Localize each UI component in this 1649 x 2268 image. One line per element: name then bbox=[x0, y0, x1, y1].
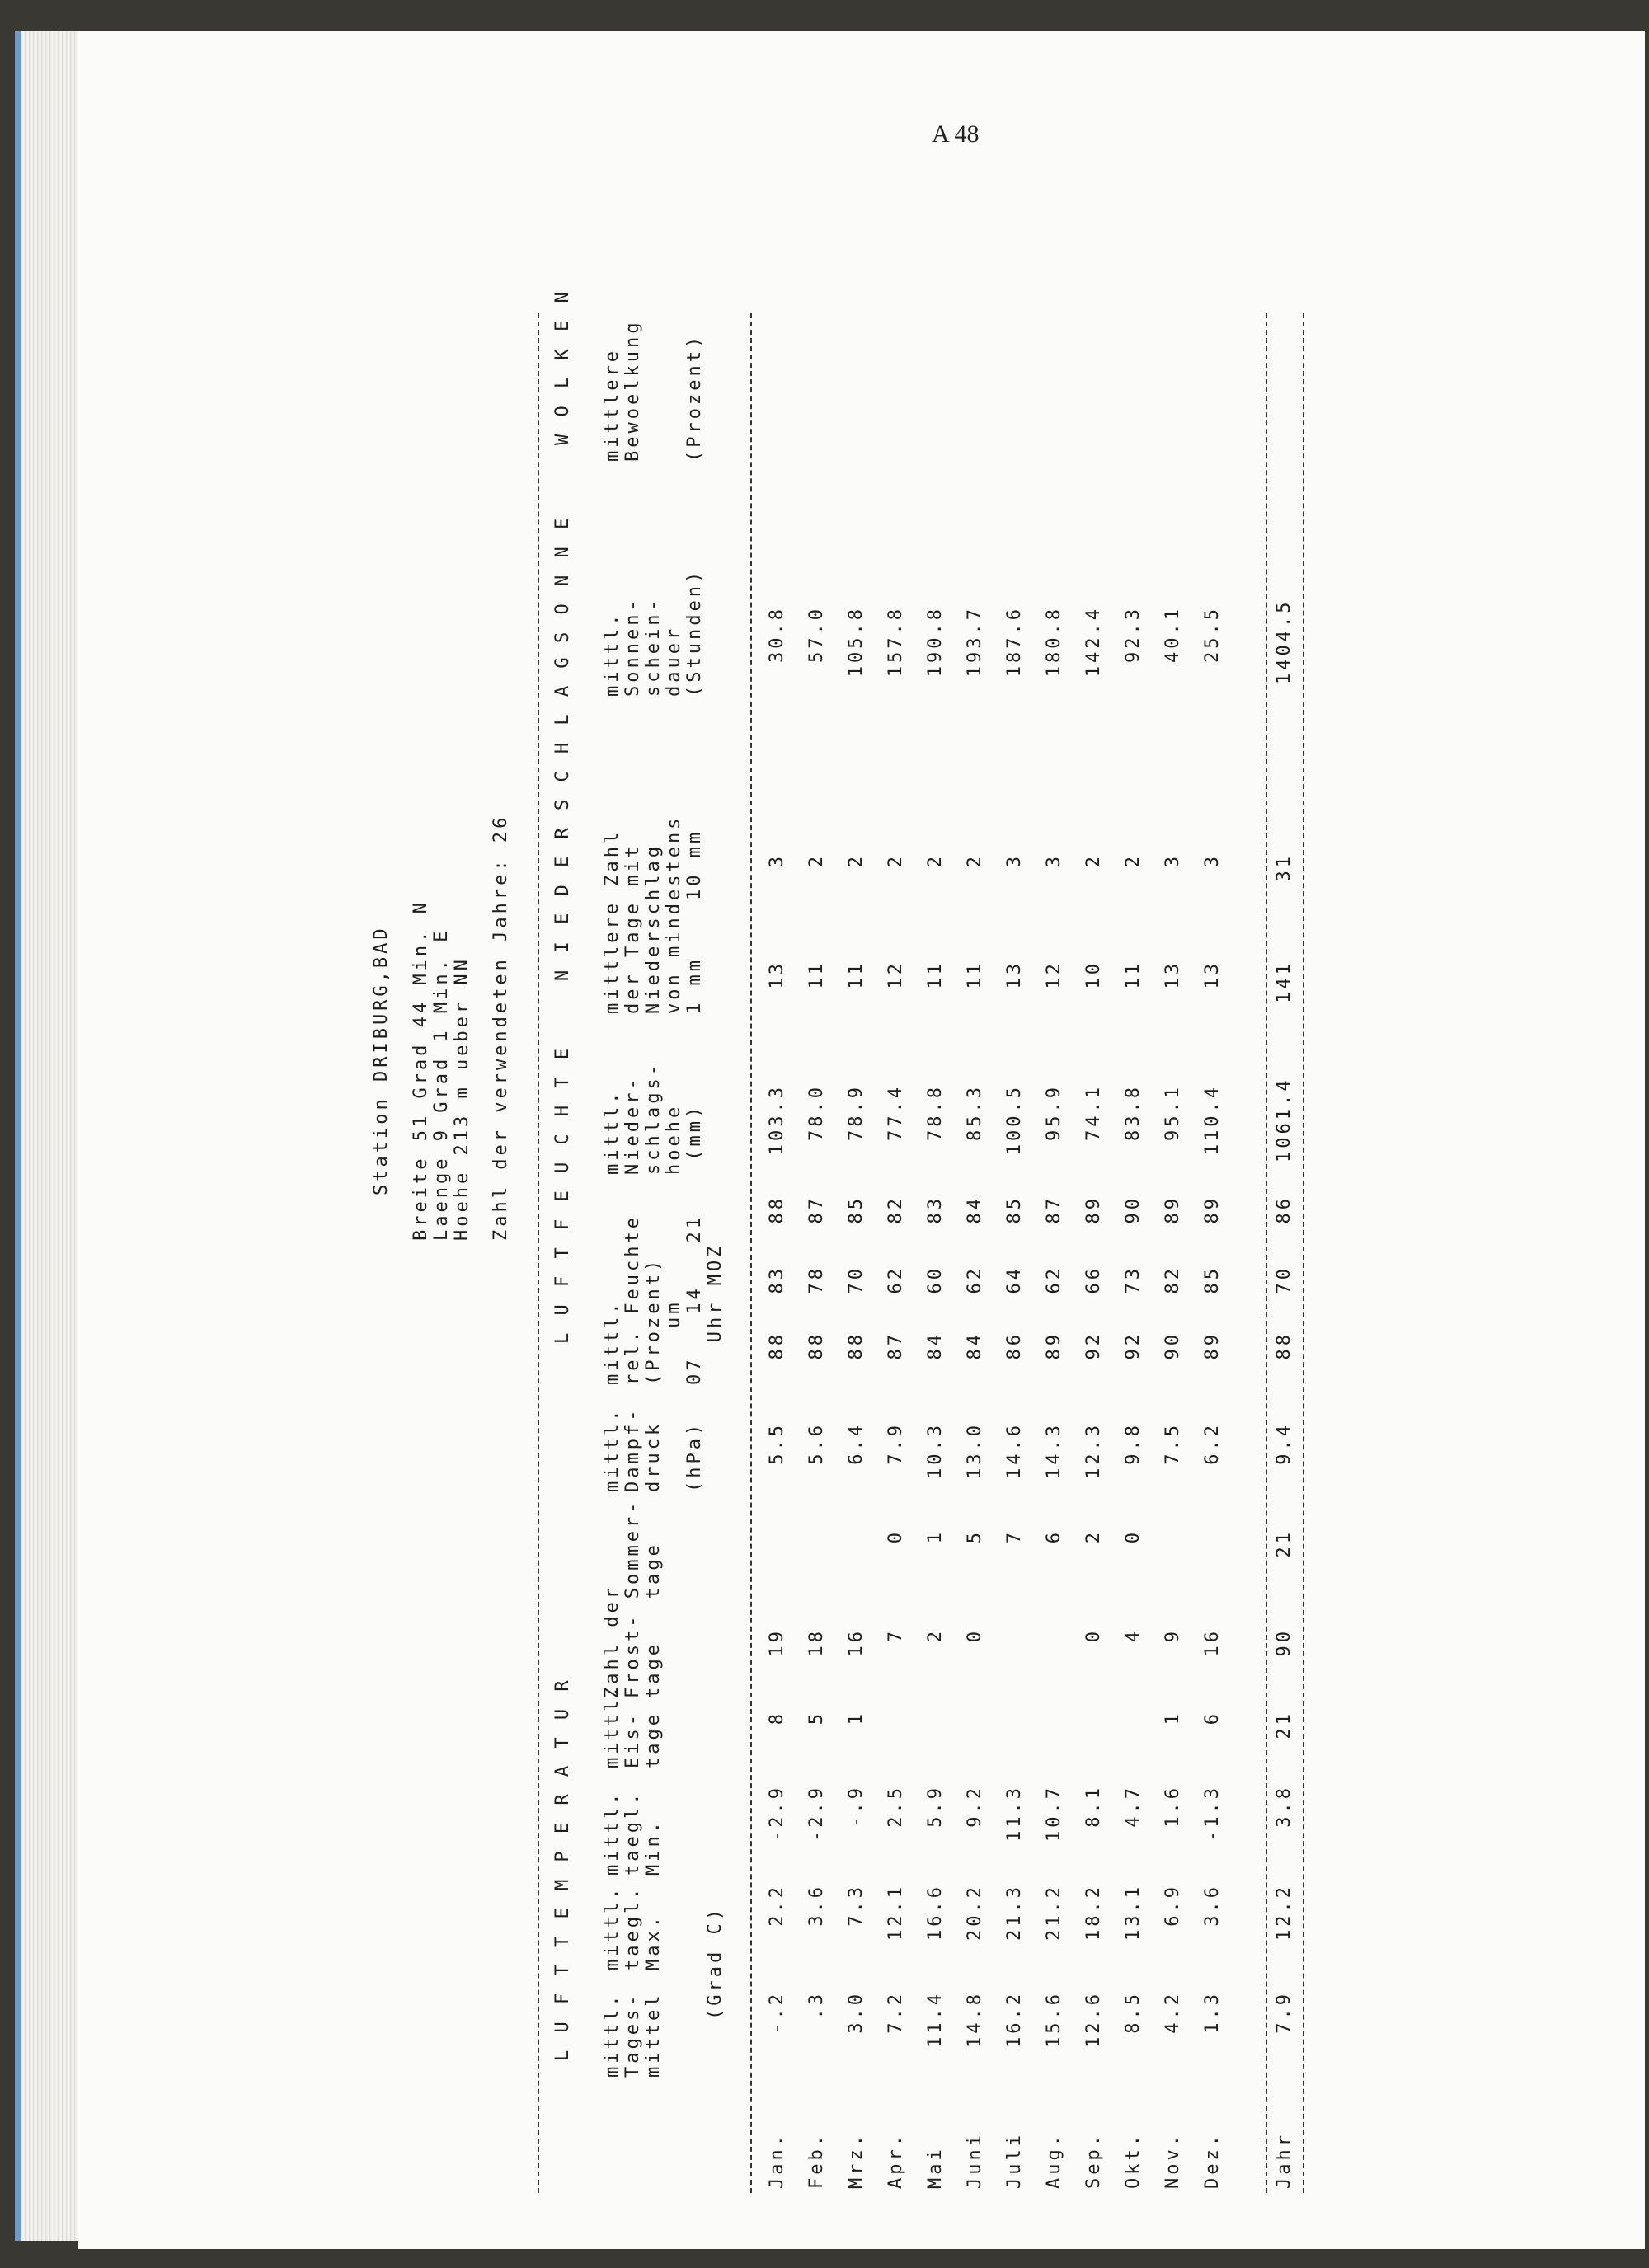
table-cell: 2 bbox=[1083, 853, 1104, 868]
header-vapour-pressure: mittl. Dampf- druck (hPa) bbox=[602, 1406, 705, 1492]
rule-bottom bbox=[1303, 313, 1304, 2193]
table-cell: -1.3 bbox=[1202, 1785, 1223, 1842]
station-latitude: Breite 51 Grad 44 Min. N bbox=[411, 899, 431, 1241]
table-cell: 83 bbox=[925, 1195, 946, 1224]
table-cell: 5.9 bbox=[925, 1785, 946, 1828]
table-cell: 84 bbox=[965, 1195, 985, 1224]
table-cell: 10 bbox=[1083, 960, 1104, 989]
table-cell: 3.0 bbox=[846, 1991, 867, 2034]
table-cell: 82 bbox=[1163, 1265, 1183, 1294]
table-cell: 15.6 bbox=[1044, 1991, 1064, 2048]
table-cell: 60 bbox=[925, 1265, 946, 1294]
table-cell: 11 bbox=[925, 960, 946, 989]
group-humidity: L U F T F E U C H T E bbox=[552, 1045, 573, 1344]
table-cell: 7.9 bbox=[886, 1422, 906, 1465]
table-cell: 2.5 bbox=[886, 1785, 906, 1828]
table-cell: 193.7 bbox=[965, 606, 985, 678]
header-precip-days: mittlere Zahl der Tage mit Niederschlag von mindestens 1 mm 10 mm bbox=[602, 815, 705, 1014]
table-cell: 78.8 bbox=[925, 1084, 946, 1141]
table-cell: 57.0 bbox=[806, 606, 827, 663]
table-cell: .3 bbox=[806, 1991, 827, 2020]
header-cloudiness: mittlere Bewoelkung (Prozent) bbox=[602, 319, 705, 462]
group-clouds: W O L K E N bbox=[552, 289, 573, 445]
table-cell: 16 bbox=[846, 1628, 867, 1657]
table-cell: 21.3 bbox=[1004, 1884, 1025, 1941]
table-cell: 19 bbox=[767, 1628, 787, 1657]
table-cell: 180.8 bbox=[1044, 606, 1064, 678]
table-cell: 13 bbox=[1202, 960, 1223, 989]
table-cell: 90 bbox=[1123, 1195, 1144, 1224]
row-month: Dez. bbox=[1202, 2132, 1223, 2189]
table-cell: 7 bbox=[1004, 1529, 1025, 1544]
table-cell: 6 bbox=[1044, 1529, 1064, 1544]
table-cell: 7.5 bbox=[1163, 1422, 1183, 1465]
table-cell: 0 bbox=[886, 1529, 906, 1544]
table-cell: 9.2 bbox=[965, 1785, 985, 1828]
table-cell: 70 bbox=[1274, 1265, 1294, 1294]
table-cell: 88 bbox=[767, 1195, 787, 1224]
table-cell: 8.1 bbox=[1083, 1785, 1104, 1828]
table-cell: 90 bbox=[1163, 1331, 1183, 1360]
table-cell: 1.6 bbox=[1163, 1785, 1183, 1828]
table-cell: 4.7 bbox=[1123, 1785, 1144, 1828]
table-cell: 85.3 bbox=[965, 1084, 985, 1141]
row-month: Aug. bbox=[1044, 2132, 1064, 2189]
header-sunshine: mittl. Sonnen- schein- dauer (Stunden) bbox=[602, 568, 705, 697]
table-cell: 40.1 bbox=[1163, 606, 1183, 663]
table-cell: 10.3 bbox=[925, 1422, 946, 1479]
table-cell: 62 bbox=[886, 1265, 906, 1294]
table-cell: 13 bbox=[1163, 960, 1183, 989]
table-cell: 7.9 bbox=[1274, 1991, 1294, 2034]
years-used: Zahl der verwendeten Jahre: 26 bbox=[491, 814, 511, 1241]
table-cell: 110.4 bbox=[1202, 1084, 1223, 1156]
table-cell: 92 bbox=[1083, 1331, 1104, 1360]
table-cell: 6.9 bbox=[1163, 1884, 1183, 1927]
table-cell: 12.2 bbox=[1274, 1884, 1294, 1941]
table-cell: 11 bbox=[806, 960, 827, 989]
table-cell: 11 bbox=[1123, 960, 1144, 989]
table-cell: 85 bbox=[846, 1195, 867, 1224]
table-cell: 95.9 bbox=[1044, 1084, 1064, 1141]
table-cell: 13.1 bbox=[1123, 1884, 1144, 1941]
table-cell: 3.6 bbox=[806, 1884, 827, 1927]
table-cell: 187.6 bbox=[1004, 606, 1025, 678]
table-cell: 1404.5 bbox=[1274, 599, 1294, 684]
table-cell: 11 bbox=[965, 960, 985, 989]
rule-annual bbox=[1266, 313, 1267, 2193]
table-cell: 1 bbox=[925, 1529, 946, 1544]
table-cell: 1061.4 bbox=[1274, 1077, 1294, 1162]
station-longitude: Laenge 9 Grad 1 Min. E bbox=[431, 927, 452, 1241]
table-cell: 12.3 bbox=[1083, 1422, 1104, 1479]
table-cell: 3 bbox=[1202, 853, 1223, 868]
table-cell: 100.5 bbox=[1004, 1084, 1025, 1156]
row-month: Mai bbox=[925, 2146, 946, 2189]
table-cell: 62 bbox=[1044, 1265, 1064, 1294]
row-month: Jahr bbox=[1274, 2132, 1294, 2189]
table-cell: 7.2 bbox=[886, 1991, 906, 2034]
table-cell: 21 bbox=[1274, 1711, 1294, 1740]
table-cell: 3.6 bbox=[1202, 1884, 1223, 1927]
table-cell: 1.3 bbox=[1202, 1991, 1223, 2034]
table-cell: 86 bbox=[1274, 1195, 1294, 1224]
table-cell: 2.2 bbox=[767, 1884, 787, 1927]
table-cell: 190.8 bbox=[925, 606, 946, 678]
table-cell: 92.3 bbox=[1123, 606, 1144, 663]
table-cell: 90 bbox=[1274, 1628, 1294, 1657]
table-cell: 14.6 bbox=[1004, 1422, 1025, 1479]
row-month: Feb. bbox=[806, 2132, 827, 2189]
header-ice-days: mittl. Eis- tage bbox=[602, 1683, 664, 1768]
table-cell: 7.3 bbox=[846, 1884, 867, 1927]
table-cell: 82 bbox=[886, 1195, 906, 1224]
table-cell: 142.4 bbox=[1083, 606, 1104, 678]
table-cell: 89 bbox=[1202, 1195, 1223, 1224]
table-cell: 2 bbox=[886, 853, 906, 868]
table-cell: 87 bbox=[806, 1195, 827, 1224]
table-cell: 92 bbox=[1123, 1331, 1144, 1360]
rule-header bbox=[750, 313, 752, 2193]
table-cell: 87 bbox=[1044, 1195, 1064, 1224]
table-cell: 3 bbox=[1044, 853, 1064, 868]
table-cell: 14.8 bbox=[965, 1991, 985, 2048]
table-cell: 84 bbox=[925, 1331, 946, 1360]
table-cell: 86 bbox=[1004, 1331, 1025, 1360]
table-cell: 5.5 bbox=[767, 1422, 787, 1465]
header-precip-height: mittl. Nieder- schlags- hoehe (mm) bbox=[602, 1061, 705, 1175]
table-cell: 18 bbox=[806, 1628, 827, 1657]
table-cell: 18.2 bbox=[1083, 1884, 1104, 1941]
table-cell: 9.8 bbox=[1123, 1422, 1144, 1465]
header-rel-humidity: mittl. rel. Feuchte (Prozent) um 07 14 21 Uhr MOZ bbox=[602, 1214, 726, 1385]
table-cell: -2.9 bbox=[767, 1785, 787, 1842]
table-cell: 9 bbox=[1163, 1628, 1183, 1643]
table-cell: 1 bbox=[1163, 1711, 1183, 1726]
table-cell: -.2 bbox=[767, 1991, 787, 2034]
group-temperature: L U F T T E M P E R A T U R bbox=[552, 1677, 573, 2061]
table-cell: 66 bbox=[1083, 1265, 1104, 1294]
table-cell: 0 bbox=[965, 1628, 985, 1643]
grad-c-label: (Grad C) bbox=[705, 1906, 726, 2020]
row-month: Apr. bbox=[886, 2132, 906, 2189]
station-name: Station DRIBURG,BAD bbox=[371, 925, 392, 1195]
page-folio: A 48 bbox=[932, 120, 980, 148]
table-cell: 11 bbox=[846, 960, 867, 989]
header-frost-summer-days: Zahl der Frost- Sommer- tage tage bbox=[602, 1499, 664, 1698]
row-month: Juni bbox=[965, 2132, 985, 2189]
table-cell: 64 bbox=[1004, 1265, 1025, 1294]
table-cell: 78.0 bbox=[806, 1084, 827, 1141]
table-cell: 77.4 bbox=[886, 1084, 906, 1141]
table-cell: 73 bbox=[1123, 1265, 1144, 1294]
table-cell: 3 bbox=[1163, 853, 1183, 868]
table-cell: 12 bbox=[1044, 960, 1064, 989]
table-cell: 83.8 bbox=[1123, 1084, 1144, 1141]
table-cell: 3 bbox=[1004, 853, 1025, 868]
table-cell: 78.9 bbox=[846, 1084, 867, 1141]
table-cell: 6.4 bbox=[846, 1422, 867, 1465]
station-elevation: Hoehe 213 m ueber NN bbox=[452, 956, 472, 1241]
table-cell: 16.6 bbox=[925, 1884, 946, 1941]
table-cell: 83 bbox=[767, 1265, 787, 1294]
row-month: Okt. bbox=[1123, 2132, 1144, 2189]
table-cell: 20.2 bbox=[965, 1884, 985, 1941]
table-cell: 2 bbox=[846, 853, 867, 868]
table-cell: 16.2 bbox=[1004, 1991, 1025, 2048]
table-cell: -.9 bbox=[846, 1785, 867, 1828]
table-cell: 6.2 bbox=[1202, 1422, 1223, 1465]
table-cell: 89 bbox=[1083, 1195, 1104, 1224]
row-month: Juli bbox=[1004, 2132, 1025, 2189]
table-cell: 30.8 bbox=[767, 606, 787, 663]
table-cell: 31 bbox=[1274, 853, 1294, 882]
table-cell: 89 bbox=[1044, 1331, 1064, 1360]
table-cell: 105.8 bbox=[846, 606, 867, 678]
table-cell: 25.5 bbox=[1202, 606, 1223, 663]
table-cell: 0 bbox=[1083, 1628, 1104, 1643]
table-cell: 157.8 bbox=[886, 606, 906, 678]
table-cell: 3 bbox=[767, 853, 787, 868]
table-cell: 13 bbox=[767, 960, 787, 989]
table-cell: 0 bbox=[1123, 1529, 1144, 1544]
table-cell: 103.3 bbox=[767, 1084, 787, 1156]
header-min-temp: mittl. taegl. Min. bbox=[602, 1790, 664, 1876]
table-cell: 16 bbox=[1202, 1628, 1223, 1657]
table-cell: 8.5 bbox=[1123, 1991, 1144, 2034]
table-cell: 88 bbox=[806, 1331, 827, 1360]
table-cell: 14.3 bbox=[1044, 1422, 1064, 1479]
group-sunshine: S O N N E bbox=[552, 514, 573, 643]
header-max-temp: mittl. taegl. Max. bbox=[602, 1885, 664, 1970]
table-cell: 88 bbox=[1274, 1331, 1294, 1360]
table-cell: 85 bbox=[1004, 1195, 1025, 1224]
table-cell: 95.1 bbox=[1163, 1084, 1183, 1141]
table-cell: 78 bbox=[806, 1265, 827, 1294]
table-cell: 7 bbox=[886, 1628, 906, 1643]
table-cell: 9.4 bbox=[1274, 1422, 1294, 1465]
table-cell: 12 bbox=[886, 960, 906, 989]
table-cell: 2 bbox=[925, 1628, 946, 1643]
climate-table bbox=[363, 190, 1418, 2234]
row-month: Nov. bbox=[1163, 2132, 1183, 2189]
row-month: Mrz. bbox=[846, 2132, 867, 2189]
table-cell: 5 bbox=[965, 1529, 985, 1544]
table-cell: 11.4 bbox=[925, 1991, 946, 2048]
table-cell: 11.3 bbox=[1004, 1785, 1025, 1842]
table-cell: 21 bbox=[1274, 1529, 1294, 1558]
table-cell: 2 bbox=[1083, 1529, 1104, 1544]
table-cell: 5.6 bbox=[806, 1422, 827, 1465]
group-precipitation: N I E D E R S C H L A G bbox=[552, 654, 573, 981]
table-cell: 2 bbox=[806, 853, 827, 868]
table-cell: 4 bbox=[1123, 1628, 1144, 1643]
table-cell: 21.2 bbox=[1044, 1884, 1064, 1941]
table-cell: 89 bbox=[1202, 1331, 1223, 1360]
table-cell: 88 bbox=[846, 1331, 867, 1360]
table-cell: 70 bbox=[846, 1265, 867, 1294]
row-month: Sep. bbox=[1083, 2132, 1104, 2189]
table-cell: 3.8 bbox=[1274, 1785, 1294, 1828]
table-cell: 1 bbox=[846, 1711, 867, 1726]
table-cell: 13 bbox=[1004, 960, 1025, 989]
rule-top bbox=[538, 313, 539, 2193]
table-cell: 13.0 bbox=[965, 1422, 985, 1479]
table-cell: 88 bbox=[767, 1331, 787, 1360]
table-cell: 2 bbox=[965, 853, 985, 868]
table-cell: 4.2 bbox=[1163, 1991, 1183, 2034]
table-cell: 74.1 bbox=[1083, 1084, 1104, 1141]
table-cell: 84 bbox=[965, 1331, 985, 1360]
table-cell: 2 bbox=[925, 853, 946, 868]
table-cell: 87 bbox=[886, 1331, 906, 1360]
table-cell: 2 bbox=[1123, 853, 1144, 868]
table-cell: 5 bbox=[806, 1711, 827, 1726]
table-cell: 12.1 bbox=[886, 1884, 906, 1941]
table-cell: 141 bbox=[1274, 960, 1294, 1003]
header-mean-temp: mittl. Tages- mittel bbox=[602, 1992, 664, 2078]
table-cell: 10.7 bbox=[1044, 1785, 1064, 1842]
table-cell: 89 bbox=[1163, 1195, 1183, 1224]
table-cell: -2.9 bbox=[806, 1785, 827, 1842]
row-month: Jan. bbox=[767, 2132, 787, 2189]
table-cell: 8 bbox=[767, 1711, 787, 1726]
table-cell: 85 bbox=[1202, 1265, 1223, 1294]
table-cell: 6 bbox=[1202, 1711, 1223, 1726]
table-cell: 12.6 bbox=[1083, 1991, 1104, 2048]
table-cell: 62 bbox=[965, 1265, 985, 1294]
